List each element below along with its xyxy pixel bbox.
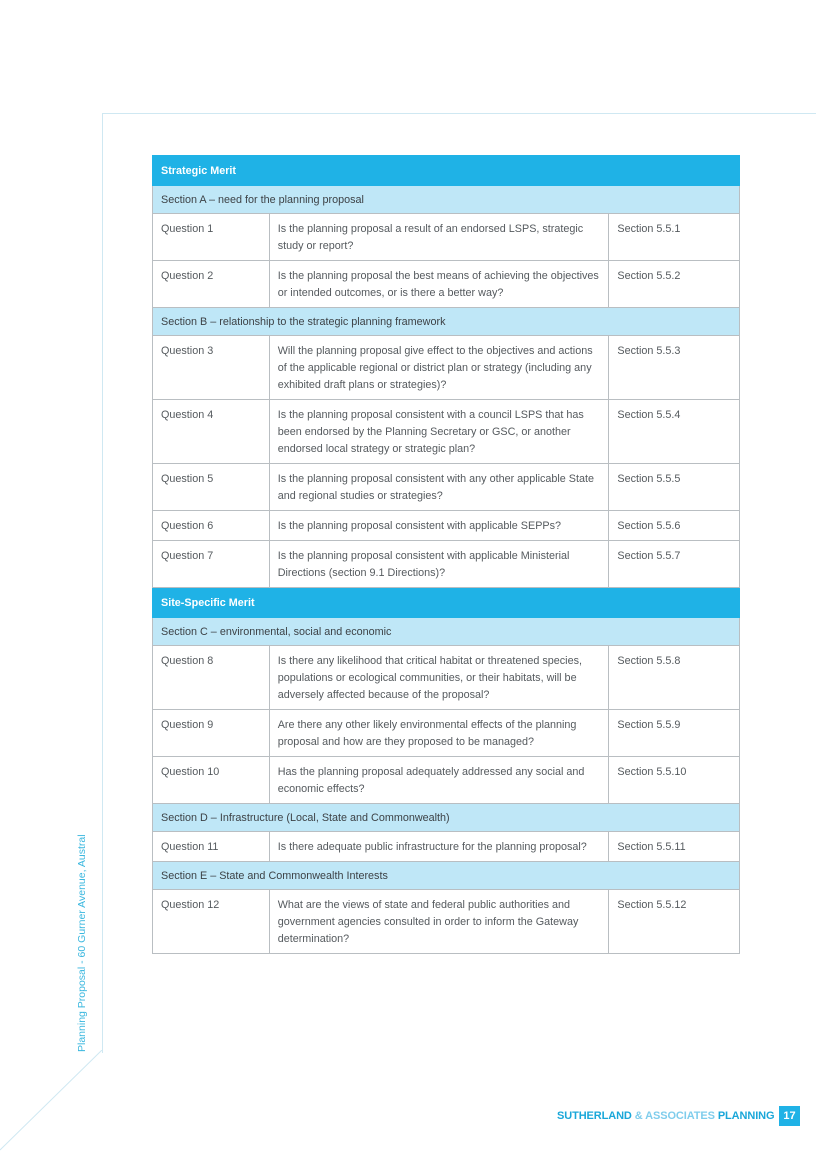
question-number: Question 7 [153,541,270,588]
brand-sutherland: SUTHERLAND [557,1110,632,1122]
footer-brand [557,1110,774,1122]
question-row [153,464,740,511]
question-number: Question 9 [153,710,270,757]
side-document-title: Planning Proposal - 60 Gurner Avenue, Austral [76,834,88,1052]
section-row [153,308,740,336]
question-text: Is there any likelihood that critical habitat or threatened species, populations or ecological communities, or their habitats, will be adversely affected because of the proposal? [269,646,609,710]
question-row [153,757,740,804]
corner-diagonal-line [0,1050,110,1155]
merit-header-row [153,588,740,618]
merit-header-row [153,156,740,186]
question-row [153,511,740,541]
frame-left-line [102,113,103,1053]
question-number: Question 5 [153,464,270,511]
section-reference: Section 5.5.3 [609,336,740,400]
question-text: What are the views of state and federal public authorities and government agencies consulted in order to inform the Gateway determination? [269,890,609,954]
section-row [153,862,740,890]
question-row [153,336,740,400]
section-reference: Section 5.5.9 [609,710,740,757]
section-reference: Section 5.5.5 [609,464,740,511]
section-heading: Section B – relationship to the strategic planning framework [153,308,740,336]
question-row [153,890,740,954]
question-number: Question 2 [153,261,270,308]
question-text: Is the planning proposal consistent with any other applicable State and regional studies or strategies? [269,464,609,511]
question-text: Is there adequate public infrastructure for the planning proposal? [269,832,609,862]
question-number: Question 6 [153,511,270,541]
section-reference: Section 5.5.2 [609,261,740,308]
merit-header: Strategic Merit [153,156,740,186]
question-text: Is the planning proposal the best means of achieving the objectives or intended outcomes, or is there a better way? [269,261,609,308]
section-row [153,804,740,832]
section-reference: Section 5.5.1 [609,214,740,261]
section-reference: Section 5.5.12 [609,890,740,954]
question-text: Is the planning proposal consistent with a council LSPS that has been endorsed by the Planning Secretary or GSC, or another endorsed local strategy or strategic plan? [269,400,609,464]
section-reference: Section 5.5.10 [609,757,740,804]
question-number: Question 4 [153,400,270,464]
question-row [153,214,740,261]
question-text: Will the planning proposal give effect to the objectives and actions of the applicable regional or district plan or strategy (including any exhibited draft plans or strategies)? [269,336,609,400]
question-row [153,646,740,710]
question-row [153,710,740,757]
question-text: Are there any other likely environmental effects of the planning proposal and how are they proposed to be managed? [269,710,609,757]
section-heading: Section C – environmental, social and economic [153,618,740,646]
brand-associates: & ASSOCIATES [634,1110,715,1122]
section-reference: Section 5.5.4 [609,400,740,464]
question-number: Question 1 [153,214,270,261]
question-text: Is the planning proposal a result of an endorsed LSPS, strategic study or report? [269,214,609,261]
question-number: Question 11 [153,832,270,862]
question-number: Question 8 [153,646,270,710]
question-text: Is the planning proposal consistent with applicable SEPPs? [269,511,609,541]
merit-table [152,155,740,954]
question-number: Question 10 [153,757,270,804]
section-row [153,618,740,646]
brand-planning: PLANNING [717,1110,775,1122]
section-reference: Section 5.5.11 [609,832,740,862]
page-number: 17 [779,1106,800,1126]
question-row [153,541,740,588]
question-text: Is the planning proposal consistent with applicable Ministerial Directions (section 9.1 Directions)? [269,541,609,588]
merit-header: Site-Specific Merit [153,588,740,618]
section-reference: Section 5.5.8 [609,646,740,710]
section-reference: Section 5.5.6 [609,511,740,541]
section-reference: Section 5.5.7 [609,541,740,588]
question-row [153,832,740,862]
section-heading: Section D – Infrastructure (Local, State and Commonwealth) [153,804,740,832]
section-heading: Section A – need for the planning proposal [153,186,740,214]
frame-top-line [102,113,816,114]
question-text: Has the planning proposal adequately addressed any social and economic effects? [269,757,609,804]
question-row [153,400,740,464]
question-number: Question 12 [153,890,270,954]
question-number: Question 3 [153,336,270,400]
section-heading: Section E – State and Commonwealth Interests [153,862,740,890]
section-row [153,186,740,214]
question-row [153,261,740,308]
